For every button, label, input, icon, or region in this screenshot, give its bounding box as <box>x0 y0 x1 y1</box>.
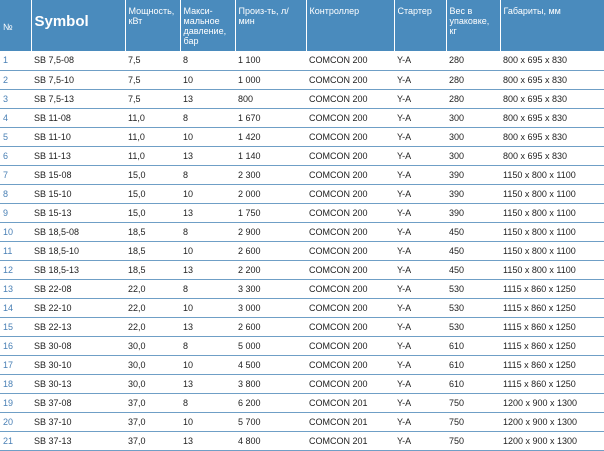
cell-controller: COMCON 201 <box>306 412 394 431</box>
cell-number: 19 <box>0 393 31 412</box>
cell-pressure: 13 <box>180 317 235 336</box>
cell-dimensions: 800 x 695 x 830 <box>500 127 604 146</box>
cell-symbol: SB 11-08 <box>31 108 125 127</box>
cell-dimensions: 800 x 695 x 830 <box>500 146 604 165</box>
cell-starter: Y-A <box>394 89 446 108</box>
cell-number: 4 <box>0 108 31 127</box>
cell-dimensions: 800 x 695 x 830 <box>500 70 604 89</box>
cell-dimensions: 1115 x 860 x 1250 <box>500 279 604 298</box>
cell-starter: Y-A <box>394 336 446 355</box>
cell-pressure: 13 <box>180 374 235 393</box>
cell-dimensions: 1115 x 860 x 1250 <box>500 298 604 317</box>
cell-power: 18,5 <box>125 260 180 279</box>
cell-pressure: 8 <box>180 108 235 127</box>
cell-power: 11,0 <box>125 146 180 165</box>
cell-number: 10 <box>0 222 31 241</box>
cell-symbol: SB 15-08 <box>31 165 125 184</box>
cell-power: 30,0 <box>125 336 180 355</box>
cell-pressure: 13 <box>180 260 235 279</box>
cell-capacity: 1 750 <box>235 203 306 222</box>
cell-capacity: 2 600 <box>235 317 306 336</box>
cell-symbol: SB 37-13 <box>31 431 125 450</box>
cell-starter: Y-A <box>394 374 446 393</box>
cell-symbol: SB 30-08 <box>31 336 125 355</box>
cell-controller: COMCON 200 <box>306 165 394 184</box>
table-row <box>0 51 604 70</box>
cell-power: 30,0 <box>125 355 180 374</box>
cell-number: 20 <box>0 412 31 431</box>
cell-controller: COMCON 200 <box>306 127 394 146</box>
table-row <box>0 222 604 241</box>
cell-symbol: SB 7,5-10 <box>31 70 125 89</box>
cell-dimensions: 1200 x 900 x 1300 <box>500 412 604 431</box>
table-row <box>0 165 604 184</box>
cell-starter: Y-A <box>394 165 446 184</box>
table-row <box>0 260 604 279</box>
cell-dimensions: 800 x 695 x 830 <box>500 51 604 70</box>
cell-power: 30,0 <box>125 374 180 393</box>
cell-symbol: SB 30-13 <box>31 374 125 393</box>
cell-pressure: 13 <box>180 431 235 450</box>
cell-capacity: 2 000 <box>235 184 306 203</box>
cell-starter: Y-A <box>394 127 446 146</box>
table-row <box>0 374 604 393</box>
cell-power: 11,0 <box>125 127 180 146</box>
cell-weight: 610 <box>446 374 500 393</box>
cell-capacity: 4 800 <box>235 431 306 450</box>
cell-controller: COMCON 200 <box>306 298 394 317</box>
cell-controller: COMCON 200 <box>306 374 394 393</box>
cell-number: 8 <box>0 184 31 203</box>
cell-number: 21 <box>0 431 31 450</box>
header-row <box>0 0 604 51</box>
cell-starter: Y-A <box>394 355 446 374</box>
cell-starter: Y-A <box>394 298 446 317</box>
cell-controller: COMCON 200 <box>306 184 394 203</box>
table-row <box>0 108 604 127</box>
cell-controller: COMCON 200 <box>306 222 394 241</box>
header-dimensions: Габариты, мм <box>500 0 604 51</box>
cell-power: 15,0 <box>125 184 180 203</box>
cell-dimensions: 1150 x 800 x 1100 <box>500 260 604 279</box>
cell-dimensions: 1200 x 900 x 1300 <box>500 431 604 450</box>
table-row <box>0 203 604 222</box>
cell-symbol: SB 15-13 <box>31 203 125 222</box>
cell-controller: COMCON 200 <box>306 51 394 70</box>
cell-symbol: SB 18,5-08 <box>31 222 125 241</box>
cell-starter: Y-A <box>394 412 446 431</box>
cell-number: 2 <box>0 70 31 89</box>
cell-controller: COMCON 201 <box>306 431 394 450</box>
cell-symbol: SB 18,5-13 <box>31 260 125 279</box>
cell-pressure: 13 <box>180 203 235 222</box>
cell-pressure: 8 <box>180 279 235 298</box>
cell-symbol: SB 22-08 <box>31 279 125 298</box>
table-row <box>0 355 604 374</box>
cell-weight: 530 <box>446 279 500 298</box>
cell-number: 9 <box>0 203 31 222</box>
cell-pressure: 10 <box>180 412 235 431</box>
cell-dimensions: 1200 x 900 x 1300 <box>500 393 604 412</box>
cell-weight: 280 <box>446 89 500 108</box>
cell-weight: 530 <box>446 298 500 317</box>
cell-starter: Y-A <box>394 146 446 165</box>
cell-capacity: 5 000 <box>235 336 306 355</box>
cell-controller: COMCON 200 <box>306 203 394 222</box>
cell-controller: COMCON 200 <box>306 260 394 279</box>
cell-capacity: 1 670 <box>235 108 306 127</box>
cell-capacity: 1 420 <box>235 127 306 146</box>
cell-dimensions: 1115 x 860 x 1250 <box>500 317 604 336</box>
cell-capacity: 2 200 <box>235 260 306 279</box>
cell-weight: 610 <box>446 336 500 355</box>
cell-number: 17 <box>0 355 31 374</box>
table-row <box>0 279 604 298</box>
header-number: № <box>0 0 31 51</box>
table-row <box>0 127 604 146</box>
cell-pressure: 13 <box>180 89 235 108</box>
cell-controller: COMCON 200 <box>306 70 394 89</box>
cell-pressure: 10 <box>180 184 235 203</box>
cell-number: 11 <box>0 241 31 260</box>
cell-power: 11,0 <box>125 108 180 127</box>
cell-weight: 530 <box>446 317 500 336</box>
cell-power: 37,0 <box>125 412 180 431</box>
cell-dimensions: 1150 x 800 x 1100 <box>500 184 604 203</box>
cell-power: 22,0 <box>125 317 180 336</box>
cell-dimensions: 1150 x 800 x 1100 <box>500 165 604 184</box>
cell-dimensions: 1150 x 800 x 1100 <box>500 241 604 260</box>
cell-controller: COMCON 200 <box>306 89 394 108</box>
header-weight: Вес в упаковке, кг <box>446 0 500 51</box>
cell-starter: Y-A <box>394 241 446 260</box>
cell-capacity: 4 500 <box>235 355 306 374</box>
cell-starter: Y-A <box>394 51 446 70</box>
cell-weight: 390 <box>446 165 500 184</box>
header-symbol: Symbol <box>31 0 125 51</box>
cell-weight: 300 <box>446 146 500 165</box>
cell-pressure: 8 <box>180 165 235 184</box>
cell-number: 14 <box>0 298 31 317</box>
cell-weight: 450 <box>446 260 500 279</box>
cell-power: 15,0 <box>125 165 180 184</box>
cell-dimensions: 800 x 695 x 830 <box>500 108 604 127</box>
cell-power: 22,0 <box>125 279 180 298</box>
cell-symbol: SB 7,5-13 <box>31 89 125 108</box>
cell-pressure: 8 <box>180 222 235 241</box>
cell-pressure: 8 <box>180 336 235 355</box>
cell-weight: 300 <box>446 108 500 127</box>
cell-number: 6 <box>0 146 31 165</box>
cell-controller: COMCON 200 <box>306 336 394 355</box>
cell-dimensions: 1150 x 800 x 1100 <box>500 222 604 241</box>
cell-starter: Y-A <box>394 393 446 412</box>
cell-weight: 610 <box>446 355 500 374</box>
cell-power: 37,0 <box>125 431 180 450</box>
cell-number: 1 <box>0 51 31 70</box>
cell-controller: COMCON 201 <box>306 393 394 412</box>
table-row <box>0 431 604 450</box>
cell-starter: Y-A <box>394 317 446 336</box>
cell-capacity: 800 <box>235 89 306 108</box>
cell-capacity: 1 000 <box>235 70 306 89</box>
table-row <box>0 146 604 165</box>
cell-symbol: SB 30-10 <box>31 355 125 374</box>
cell-number: 18 <box>0 374 31 393</box>
header-capacity: Произ-ть, л/мин <box>235 0 306 51</box>
cell-symbol: SB 11-10 <box>31 127 125 146</box>
cell-capacity: 2 300 <box>235 165 306 184</box>
cell-starter: Y-A <box>394 279 446 298</box>
cell-weight: 390 <box>446 203 500 222</box>
cell-weight: 450 <box>446 222 500 241</box>
cell-symbol: SB 37-08 <box>31 393 125 412</box>
cell-starter: Y-A <box>394 184 446 203</box>
cell-power: 7,5 <box>125 70 180 89</box>
table-row <box>0 298 604 317</box>
cell-pressure: 10 <box>180 127 235 146</box>
cell-controller: COMCON 200 <box>306 241 394 260</box>
cell-pressure: 8 <box>180 51 235 70</box>
cell-number: 13 <box>0 279 31 298</box>
cell-number: 15 <box>0 317 31 336</box>
cell-starter: Y-A <box>394 431 446 450</box>
cell-dimensions: 1115 x 860 x 1250 <box>500 336 604 355</box>
cell-capacity: 6 200 <box>235 393 306 412</box>
cell-capacity: 3 000 <box>235 298 306 317</box>
cell-symbol: SB 37-10 <box>31 412 125 431</box>
cell-symbol: SB 22-10 <box>31 298 125 317</box>
cell-symbol: SB 11-13 <box>31 146 125 165</box>
cell-starter: Y-A <box>394 203 446 222</box>
cell-power: 15,0 <box>125 203 180 222</box>
header-max-pressure: Макси-мальное давление, бар <box>180 0 235 51</box>
cell-power: 18,5 <box>125 222 180 241</box>
cell-symbol: SB 18,5-10 <box>31 241 125 260</box>
cell-starter: Y-A <box>394 108 446 127</box>
cell-pressure: 10 <box>180 241 235 260</box>
cell-controller: COMCON 200 <box>306 355 394 374</box>
cell-capacity: 2 600 <box>235 241 306 260</box>
cell-capacity: 3 800 <box>235 374 306 393</box>
cell-weight: 750 <box>446 393 500 412</box>
cell-capacity: 1 100 <box>235 51 306 70</box>
cell-controller: COMCON 200 <box>306 108 394 127</box>
cell-pressure: 13 <box>180 146 235 165</box>
table-row <box>0 412 604 431</box>
table-row <box>0 70 604 89</box>
cell-symbol: SB 22-13 <box>31 317 125 336</box>
cell-capacity: 1 140 <box>235 146 306 165</box>
cell-symbol: SB 15-10 <box>31 184 125 203</box>
cell-weight: 390 <box>446 184 500 203</box>
cell-power: 22,0 <box>125 298 180 317</box>
table-row <box>0 241 604 260</box>
cell-power: 37,0 <box>125 393 180 412</box>
table-row <box>0 336 604 355</box>
cell-weight: 750 <box>446 431 500 450</box>
cell-controller: COMCON 200 <box>306 279 394 298</box>
cell-pressure: 8 <box>180 393 235 412</box>
cell-number: 7 <box>0 165 31 184</box>
cell-number: 16 <box>0 336 31 355</box>
cell-pressure: 10 <box>180 355 235 374</box>
cell-pressure: 10 <box>180 70 235 89</box>
cell-starter: Y-A <box>394 222 446 241</box>
cell-dimensions: 1115 x 860 x 1250 <box>500 355 604 374</box>
table-row <box>0 184 604 203</box>
cell-number: 5 <box>0 127 31 146</box>
cell-weight: 450 <box>446 241 500 260</box>
cell-power: 18,5 <box>125 241 180 260</box>
cell-controller: COMCON 200 <box>306 317 394 336</box>
cell-controller: COMCON 200 <box>306 146 394 165</box>
cell-capacity: 2 900 <box>235 222 306 241</box>
table-row <box>0 317 604 336</box>
table-body <box>0 51 604 450</box>
cell-starter: Y-A <box>394 260 446 279</box>
header-controller: Контроллер <box>306 0 394 51</box>
header-starter: Стартер <box>394 0 446 51</box>
cell-weight: 280 <box>446 51 500 70</box>
cell-starter: Y-A <box>394 70 446 89</box>
header-power: Мощность, кВт <box>125 0 180 51</box>
table-row <box>0 393 604 412</box>
cell-dimensions: 800 x 695 x 830 <box>500 89 604 108</box>
cell-power: 7,5 <box>125 51 180 70</box>
cell-symbol: SB 7,5-08 <box>31 51 125 70</box>
cell-power: 7,5 <box>125 89 180 108</box>
cell-dimensions: 1115 x 860 x 1250 <box>500 374 604 393</box>
cell-dimensions: 1150 x 800 x 1100 <box>500 203 604 222</box>
table-row <box>0 89 604 108</box>
cell-weight: 300 <box>446 127 500 146</box>
cell-capacity: 5 700 <box>235 412 306 431</box>
cell-weight: 280 <box>446 70 500 89</box>
cell-number: 12 <box>0 260 31 279</box>
cell-number: 3 <box>0 89 31 108</box>
cell-weight: 750 <box>446 412 500 431</box>
cell-pressure: 10 <box>180 298 235 317</box>
cell-capacity: 3 300 <box>235 279 306 298</box>
